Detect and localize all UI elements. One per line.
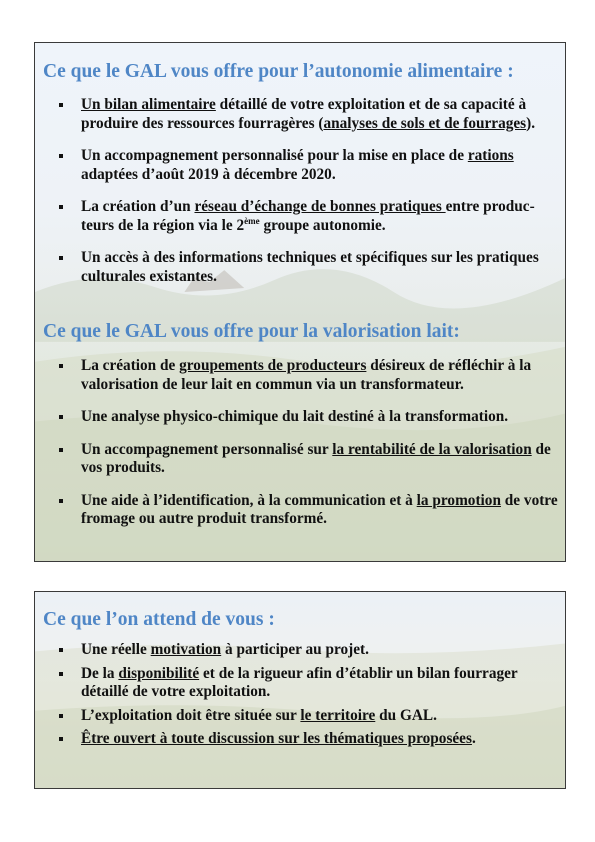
list-item: Une analyse physico-chimique du lait destiné à la transformation. xyxy=(59,408,559,427)
valorisation-list xyxy=(59,357,559,543)
section-heading-valorisation: Ce que le GAL vous offre pour la valorisation lait: xyxy=(43,321,460,342)
expectations-box xyxy=(34,591,566,789)
square-bullet-icon xyxy=(59,415,63,419)
square-bullet-icon xyxy=(59,448,63,452)
offer-box xyxy=(34,42,566,562)
list-item: L’exploitation doit être située sur le territoire du GAL. xyxy=(59,707,559,726)
expectations-list xyxy=(59,641,559,754)
section-heading-attentes: Ce que l’on attend de vous : xyxy=(43,609,275,630)
list-item: De la disponibilité et de la rigueur afin d’établir un bilan fourrager détaillé de votre exploitation. xyxy=(59,665,559,702)
list-item: La création de groupements de producteurs désireux de réfléchir à la valorisation de leur lait en commun via un transformateur. xyxy=(59,357,559,394)
square-bullet-icon xyxy=(59,499,63,503)
list-item: Un accompagnement personnalisé sur la rentabilité de la valorisation de vos produits. xyxy=(59,441,559,478)
list-item: Un accompagnement personnalisé pour la mise en place de rations adaptées d’août 2019 à décembre 2020. xyxy=(59,147,559,184)
square-bullet-icon xyxy=(59,364,63,368)
square-bullet-icon xyxy=(59,672,63,676)
list-item: Un bilan alimentaire détaillé de votre exploitation et de sa capacité à produire des ressources fourragères (analyses de sols et de fourrages). xyxy=(59,96,559,133)
square-bullet-icon xyxy=(59,648,63,652)
list-item: Une réelle motivation à participer au projet. xyxy=(59,641,559,660)
section-heading-autonomie: Ce que le GAL vous offre pour l’autonomie alimentaire : xyxy=(43,61,514,82)
square-bullet-icon xyxy=(59,737,63,741)
list-item: La création d’un réseau d’échange de bonnes pratiques entre produc-teurs de la région via le 2ème groupe autonomie. xyxy=(59,198,559,235)
square-bullet-icon xyxy=(59,154,63,158)
square-bullet-icon xyxy=(59,714,63,718)
square-bullet-icon xyxy=(59,256,63,260)
list-item: Un accès à des informations techniques et spécifiques sur les pratiques culturales existantes. xyxy=(59,249,559,286)
square-bullet-icon xyxy=(59,103,63,107)
list-item: Être ouvert à toute discussion sur les thématiques proposées. xyxy=(59,730,559,749)
list-item: Une aide à l’identification, à la communication et à la promotion de votre fromage ou autre produit transformé. xyxy=(59,492,559,529)
autonomie-list xyxy=(59,96,559,300)
square-bullet-icon xyxy=(59,205,63,209)
